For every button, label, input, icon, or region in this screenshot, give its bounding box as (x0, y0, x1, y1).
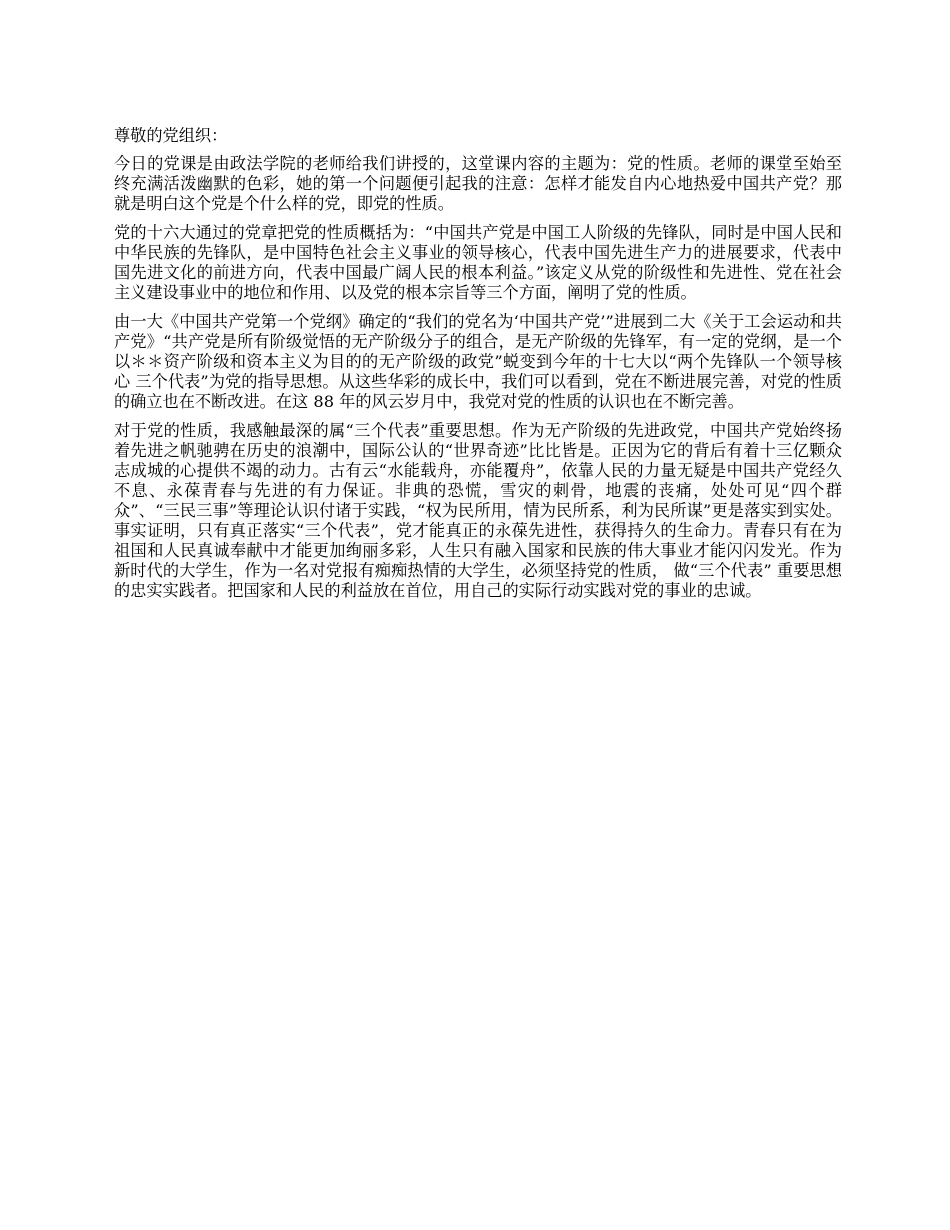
salutation: 尊敬的党组织： (114, 126, 228, 145)
paragraph-three-represents: 对于党的性质，我感触最深的属“三个代表”重要思想。作为无产阶级的先进政党，中国共产党始终扬着先进之帆驰骋在历史的浪潮中，国际公认的“世界奇迹”比比皆是。正因为它的背后有着十三亿颗众志成城的心提供不竭的动力。古有云“水能载舟，亦能覆舟”，依靠人民的力量无疑是中国共产党经久不息、永葆青春与先进的有力保证。非典的恐慌，雪灾的刺骨，地震的丧痛，处处可见“四个群众”、“三民三事”等理论认识付诸于实践，“权为民所用，情为民所系，利为民所谋”更是落实到实处。事实证明，只有真正落实“三个代表”，党才能真正的永葆先进性，获得持久的生命力。青春只有在为祖国和人民真诚奉献中才能更加绚丽多彩，人生只有融入国家和民族的伟大事业才能闪闪发光。作为新时代的大学生，作为一名对党报有痴痴热情的大学生，必须坚持党的性质， 做“三个代表” 重要思想的忠实实践者。把国家和人民的利益放在首位，用自己的实际行动实践对党的事业的忠诚。 (114, 421, 842, 600)
paragraph-party-constitution: 党的十六大通过的党章把党的性质概括为：“中国共产党是中国工人阶级的先锋队，同时是中国人民和中华民族的先锋队，是中国特色社会主义事业的领导核心，代表中国先进生产力的进展要求，代表中国先进文化的前进方向，代表中国最广阔人民的根本利益。”该定义从党的阶级性和先进性、党在社会主义建设事业中的地位和作用、以及党的根本宗旨等三个方面，阐明了党的性质。 (114, 223, 842, 302)
document-page (114, 126, 842, 610)
paragraph-history: 由一大《中国共产党第一个党纲》确定的“我们的党名为‘中国共产党’”进展到二大《关于工会运动和共产党》“共产党是所有阶级觉悟的无产阶级分子的组合，是无产阶级的先锋军，有一定的党纲，是一个以＊＊资产阶级和资本主义为目的的无产阶级的政党”蜕变到今年的十七大以“两个先锋队一个领导核心 三个代表”为党的指导思想。从这些华彩的成长中，我们可以看到，党在不断进展完善，对党的性质的确立也在不断改进。在这 88 年的风云岁月中，我党对党的性质的认识也在不断完善。 (114, 312, 842, 411)
paragraph-intro: 今日的党课是由政法学院的老师给我们讲授的，这堂课内容的主题为：党的性质。老师的课堂至始至终充满活泼幽默的色彩，她的第一个问题便引起我的注意：怎样才能发自内心地热爱中国共产党？那就是明白这个党是个什么样的党，即党的性质。 (114, 154, 842, 213)
